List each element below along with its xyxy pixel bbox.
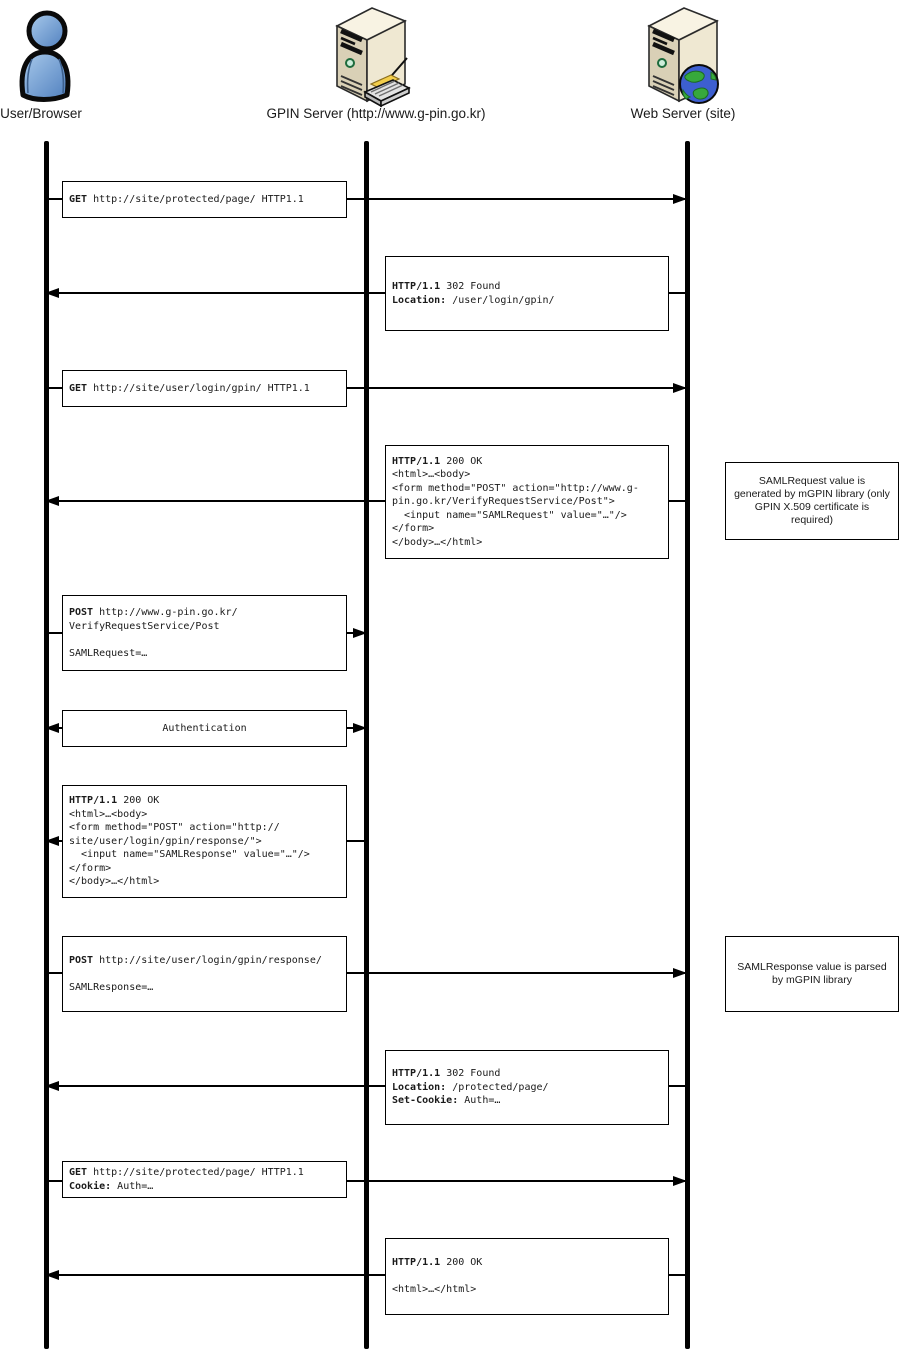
lifeline-gpin <box>364 141 369 1349</box>
arrowhead-left-icon <box>45 288 59 298</box>
message-box: HTTP/1.1 302 Found Location: /protected/page/ Set-Cookie: Auth=… <box>385 1050 669 1125</box>
person-icon <box>12 6 78 107</box>
message-box: POST http://www.g-pin.go.kr/ VerifyRequestService/Post SAMLRequest=… <box>62 595 347 671</box>
message-box: GET http://site/protected/page/ HTTP1.1 <box>62 181 347 218</box>
arrowhead-right-icon <box>673 1176 687 1186</box>
message-box: HTTP/1.1 302 Found Location: /user/login/gpin/ <box>385 256 669 331</box>
message-box: HTTP/1.1 200 OK <html>…<body> <form method="POST" action="http://www.g- pin.go.kr/VerifyRequestService/Post"> <input name="SAMLRequest" value="…"/> </form> </body>…</html> <box>385 445 669 559</box>
message-box: GET http://site/protected/page/ HTTP1.1 Cookie: Auth=… <box>62 1161 347 1198</box>
actor-label-web: Web Server (site) <box>630 106 736 121</box>
actor-label-gpin: GPIN Server (http://www.g-pin.go.kr) <box>266 106 486 121</box>
arrowhead-right-icon <box>673 968 687 978</box>
arrowhead-right-icon <box>673 383 687 393</box>
server-keyboard-icon <box>331 0 413 113</box>
arrowhead-left-icon <box>45 1270 59 1280</box>
message-box: POST http://site/user/login/gpin/response/ SAMLResponse=… <box>62 936 347 1012</box>
arrowhead-left-icon <box>45 1081 59 1091</box>
arrowhead-left-icon <box>45 496 59 506</box>
note-samlresponse-parsed: SAMLResponse value is parsed by mGPIN library <box>725 936 899 1012</box>
arrowhead-right-icon <box>353 723 367 733</box>
arrowhead-right-icon <box>673 194 687 204</box>
arrowhead-right-icon <box>353 628 367 638</box>
actor-label-user: User/Browser <box>0 106 82 121</box>
message-box: GET http://site/user/login/gpin/ HTTP1.1 <box>62 370 347 407</box>
message-box-authentication: Authentication <box>62 710 347 747</box>
message-box: HTTP/1.1 200 OK <html>…<body> <form method="POST" action="http:// site/user/login/gpin/response/"> <input name="SAMLResponse" value="…"/> </form> </body>…</html> <box>62 785 347 898</box>
arrowhead-left-icon <box>45 836 59 846</box>
lifeline-web <box>685 141 690 1349</box>
note-samlrequest-generated: SAMLRequest value is generated by mGPIN library (only GPIN X.509 certificate is required) <box>725 462 899 540</box>
arrowhead-left-icon <box>45 723 59 733</box>
lifeline-user <box>44 141 49 1349</box>
message-box: HTTP/1.1 200 OK <html>…</html> <box>385 1238 669 1315</box>
server-globe-icon <box>643 0 725 113</box>
